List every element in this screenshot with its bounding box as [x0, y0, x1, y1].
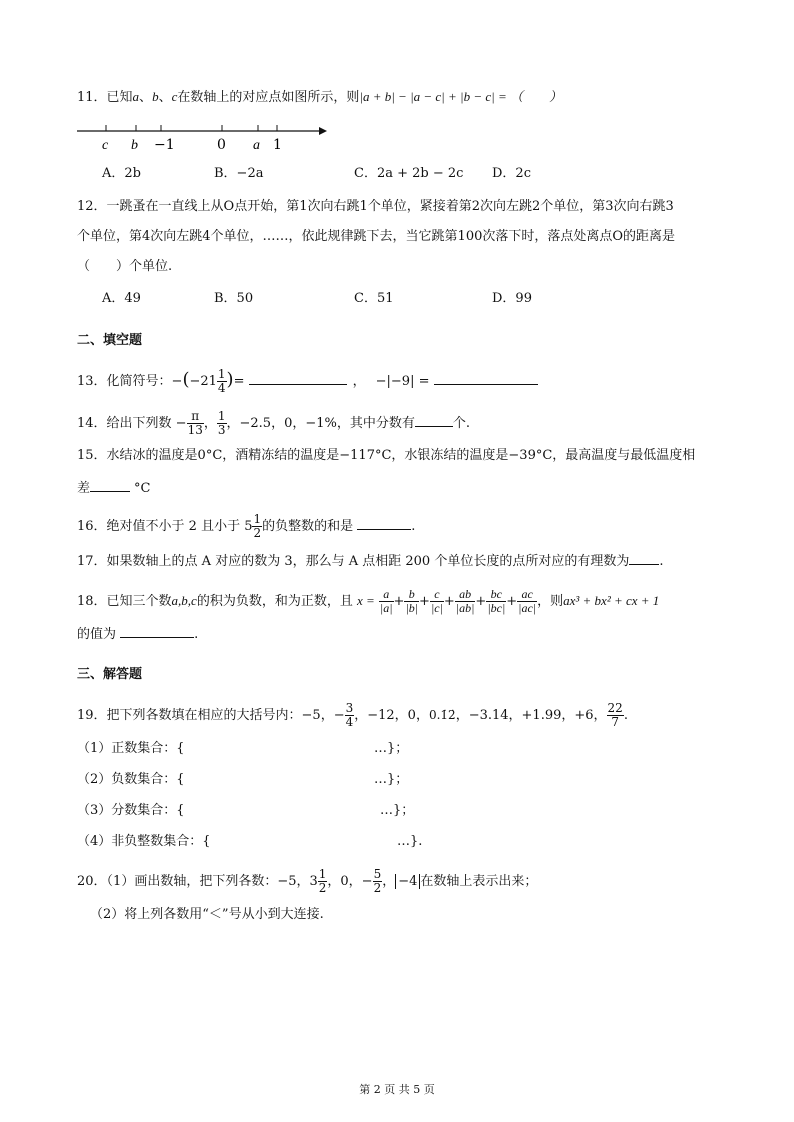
q11-option-a[interactable]: A．2b [102, 166, 141, 181]
q14: 14．给出下列数 − $\frac{\pi}{13}$ ， $\frac{1}{3}$ ，−2.5，0，−1%，其中分数有 个. [77, 409, 471, 437]
q19-set-positive-close: …}； [374, 741, 409, 756]
q19-set-negative-label: （2）负数集合：{ [77, 772, 185, 787]
q18-line1: 18．已知三个数a,b,c的积为负数，和为正数，且 x = $\frac{a}{|a|}$ + $\frac{b}{|b|}$ + $\frac{c}{|c|}$ + $\frac{ab}{|ab|}$ + $\frac{bc}{|bc|}$ + $\frac{ac}{|ac|}$ ，则ax³ + bx² + cx + 1 [77, 587, 660, 615]
q16: 16．绝对值不小于 2 且小于 5 $\frac{1}{2}$ 的负整数的和是 . [77, 512, 416, 540]
q19-set-negative-close: …}； [374, 772, 409, 787]
q11-stem: 11．已知a、b、c在数轴上的对应点如图所示，则|a + b| − |a − c| + |b − c| = （ ） [77, 89, 562, 105]
section-solve-title: 三、解答题 [77, 667, 143, 682]
section-fill-blank-title: 二、填空题 [77, 333, 143, 348]
q13: 13．化简符号：−(−21 $\frac{1}{4}$ )= ， −|−9| = [77, 368, 538, 395]
number-line-figure [75, 118, 340, 154]
q18-answer-blank[interactable] [120, 624, 194, 638]
q15-line1: 15．水结冰的温度是0°C，酒精冻结的温度是−117°C，水银冻结的温度是−39°C，最高温度与最低温度相 [77, 448, 696, 463]
q18-line2: 的值为 . [77, 624, 198, 644]
q17-answer-blank[interactable] [629, 551, 659, 565]
q13-answer-blank-1[interactable] [249, 371, 347, 385]
q12-option-a[interactable]: A．49 [102, 291, 141, 306]
q14-answer-blank[interactable] [415, 413, 453, 427]
q19-set-nonneg-int-label: （4）非负整数集合：{ [77, 834, 211, 849]
axis-label-c: c [102, 138, 109, 153]
axis-label-b: b [131, 138, 138, 153]
q12-option-d[interactable]: D．99 [492, 291, 532, 306]
q19-set-positive-label: （1）正数集合：{ [77, 741, 185, 756]
axis-label-0: 0 [217, 137, 226, 153]
q13-answer-blank-2[interactable] [434, 371, 538, 385]
q11-option-b[interactable]: B．−2a [214, 166, 264, 181]
axis-label-a: a [253, 138, 260, 153]
q16-answer-blank[interactable] [357, 516, 411, 530]
q12-option-b[interactable]: B．50 [214, 291, 254, 306]
q12-line2: 个单位，第4次向左跳4个单位，……，依此规律跳下去，当它跳第100次落下时，落点处离点O的距离是 [77, 229, 676, 244]
q12-line3: （ ）个单位. [77, 259, 173, 274]
q12-option-c[interactable]: C．51 [354, 291, 394, 306]
q11-option-d[interactable]: D．2c [492, 166, 531, 181]
q17: 17．如果数轴上的点 A 对应的数为 3，那么与 A 点相距 200 个单位长度的点所对应的有理数为 . [77, 551, 663, 571]
q19-stem: 19．把下列各数填在相应的大括号内：−5，− $\frac{3}{4}$ ，−12，0，0.1̇2̇，−3.14，+1.99，+6， $\frac{22}{7}$ . [77, 701, 628, 729]
q11-expression: |a + b| − |a − c| + |b − c| = （ ） [359, 89, 562, 104]
q15-answer-blank[interactable] [90, 478, 130, 492]
q19-set-fraction-label: （3）分数集合：{ [77, 803, 185, 818]
q15-line2: 差 °C [77, 478, 150, 498]
q20-part1: 20．（1）画出数轴，把下列各数：−5，3 $\frac{1}{2}$ ，0，− $\frac{5}{2}$ ， −4 在数轴上表示出来； [77, 867, 538, 895]
q19-set-nonneg-int-close: …}. [397, 834, 423, 849]
page-footer: 第 2 页 共 5 页 [359, 1083, 435, 1096]
q12-line1: 12．一跳蚤在一直线上从O点开始，第1次向右跳1个单位，紧接着第2次向左跳2个单位，第3次向右跳3 [77, 199, 674, 214]
axis-label-neg1: −1 [154, 137, 175, 153]
q11-option-c[interactable]: C．2a + 2b − 2c [354, 166, 464, 181]
q19-set-fraction-close: …}； [380, 803, 415, 818]
q20-part2: （2）将上列各数用“＜”号从小到大连接. [90, 907, 324, 922]
axis-label-1: 1 [273, 137, 282, 153]
